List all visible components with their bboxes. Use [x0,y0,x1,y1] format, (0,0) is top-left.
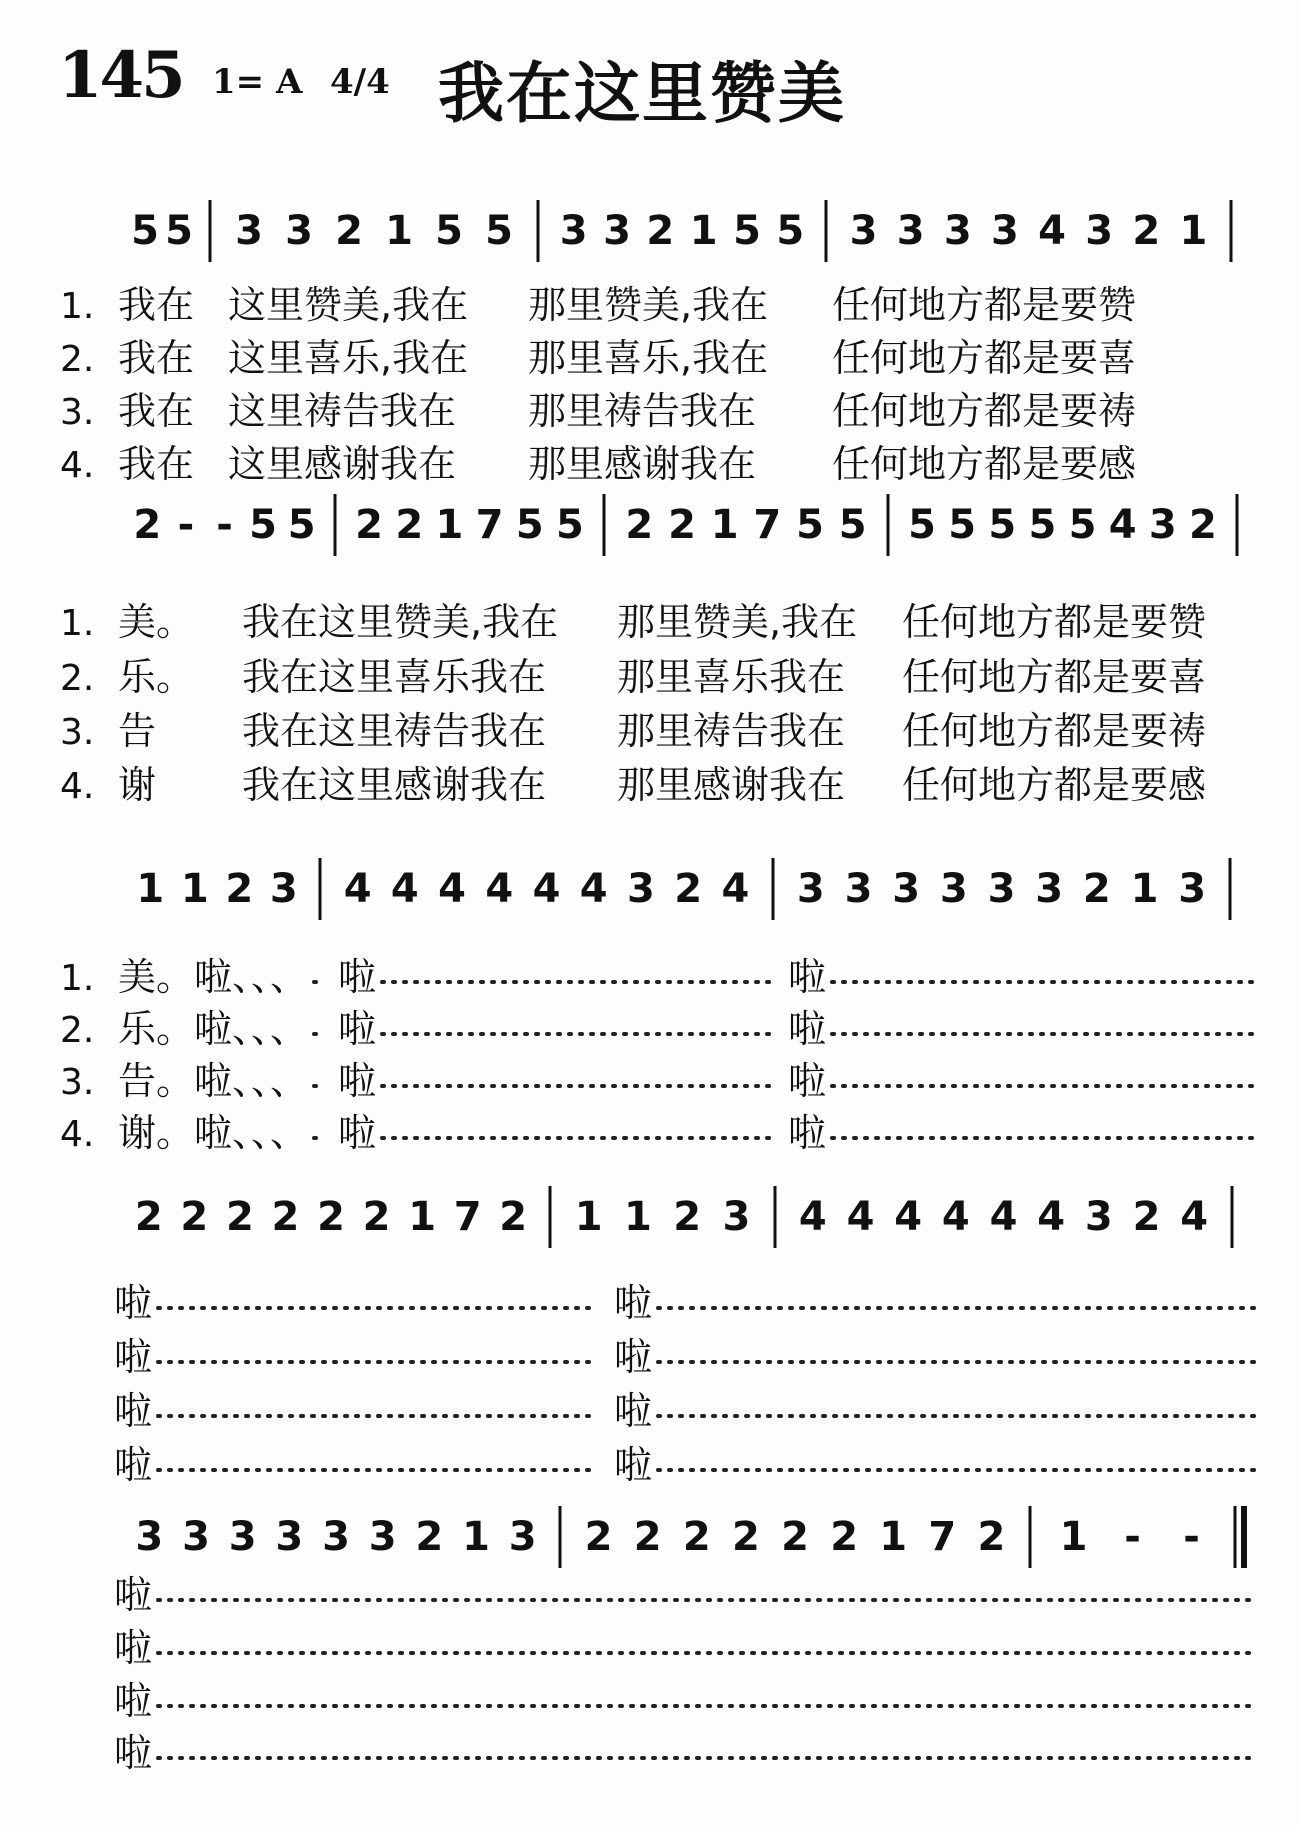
lyric-text: 啦 [114,1573,153,1617]
verse-number: 1. [60,286,95,327]
note: 5 [515,502,544,548]
note: 4 [1108,502,1137,548]
note: 2 [499,1194,528,1240]
note: 1 [1130,866,1159,912]
lyric-text: 谢 [118,763,157,807]
note: 4 [798,1194,827,1240]
note: 2 [633,1514,662,1560]
note: 2 [271,1194,300,1240]
lyric-text: 任何地方都是要祷 [832,389,1137,433]
note: 3 [987,866,1016,912]
note: 1 [136,866,165,912]
lyric-text: 啦 [338,955,377,999]
note: 5 [165,208,193,254]
note: 5 [948,502,977,548]
note: 4 [721,866,750,912]
note: 4 [390,866,419,912]
note: 1 [385,208,413,254]
note: 5 [1068,502,1097,548]
note: 5 [1028,502,1057,548]
note: - [177,502,195,548]
note: 3 [508,1514,537,1560]
lyric-text: 这里喜乐,我在 [228,336,469,380]
verse-number: 1. [60,603,95,644]
lyric-text: 啦 [788,1007,827,1051]
note: 5 [796,502,824,548]
note: 1 [689,208,718,254]
note: 3 [844,866,873,912]
note: - [216,502,233,548]
note: 4 [438,866,466,912]
verse-number: 3. [60,712,95,753]
note: 2 [362,1194,391,1240]
verse-number: 1. [60,958,95,999]
note: 3 [1148,502,1177,548]
lyric-text: 我在 [118,442,195,486]
lyric-text: 啦 [114,1443,153,1487]
lyric-text: 任何地方都是要赞 [832,283,1137,327]
verse-number: 4. [60,445,95,486]
note: 3 [796,866,825,912]
note: 1 [1179,208,1208,254]
note: 2 [225,1194,254,1240]
note: 3 [1035,866,1064,912]
note: 5 [988,502,1017,548]
note: 2 [682,1514,711,1560]
lyric-text: 美。啦、、、 [118,955,309,999]
lyric-text: 任何地方都是要感 [902,763,1207,807]
lyric-text: 啦 [338,1007,377,1051]
lyric-text: 啦 [114,1679,153,1723]
note: 2 [415,1514,444,1560]
lyric-text: 我在 [118,389,195,433]
verse-number: 3. [60,1062,95,1103]
lyric-text: 啦 [788,1059,827,1103]
lyric-text: 啦 [614,1443,653,1487]
note: 2 [1082,866,1111,912]
lyric-text: 啦 [338,1059,377,1103]
note: 4 [532,866,561,912]
note: 2 [673,1194,702,1240]
lyric-text: 任何地方都是要感 [832,442,1137,486]
lyric-text: 我在这里喜乐我在 [242,655,547,699]
note: 4 [846,1194,875,1240]
lyric-text: 那里祷告我在 [528,389,757,433]
note: 3 [269,866,298,912]
note: 3 [627,866,655,912]
note: 2 [1132,208,1161,254]
note: 3 [559,208,588,254]
lyric-text: 告。啦、、、 [118,1059,309,1103]
lyric-text: 那里赞美,我在 [617,600,858,644]
lyric-text: 我在 [118,336,195,380]
note: 2 [133,502,162,548]
note: 1 [574,1194,603,1240]
note: 3 [1178,866,1207,912]
note: 1 [462,1514,490,1560]
note: 7 [928,1514,957,1560]
lyric-text: 谢。啦、、、 [118,1111,309,1155]
lyric-text: 啦 [338,1111,377,1155]
verse-number: 4. [60,1114,95,1155]
note: 4 [894,1194,923,1240]
note: 4 [1180,1194,1209,1240]
note: 2 [180,1194,209,1240]
note: 3 [135,1514,164,1560]
note: 5 [733,208,761,254]
note: 1 [879,1514,908,1560]
note: 1 [1059,1514,1088,1560]
note: 2 [668,502,696,548]
lyric-text: 那里祷告我在 [617,709,846,753]
verse-number: 3. [60,392,95,433]
note: 1 [710,502,739,548]
note: 2 [674,866,703,912]
note: 2 [134,1194,163,1240]
note: 3 [603,208,631,254]
lyric-text: 啦 [788,1111,827,1155]
note: 4 [485,866,514,912]
note: 5 [776,208,805,254]
note: 3 [285,208,313,254]
note: 3 [182,1514,210,1560]
lyric-text: 任何地方都是要赞 [902,600,1207,644]
note: 5 [485,208,513,254]
note: 3 [1084,1194,1113,1240]
note: 3 [228,1514,257,1560]
note: 2 [731,1514,760,1560]
lyric-text: 任何地方都是要祷 [902,709,1207,753]
note: 5 [287,502,316,548]
lyric-text: 那里赞美,我在 [528,283,769,327]
verse-number: 2. [60,339,95,380]
note: 3 [1085,208,1114,254]
lyric-text: 啦 [114,1626,153,1670]
note: 4 [579,866,608,912]
note: 1 [180,866,209,912]
note: 5 [131,208,159,254]
note: 2 [1132,1194,1161,1240]
note: 5 [838,502,867,548]
note: 3 [368,1514,397,1560]
note: 2 [625,502,654,548]
key-signature: 1= A [212,62,303,102]
note: 4 [1037,1194,1066,1240]
lyric-text: 乐。啦、、、 [118,1007,309,1051]
lyric-text: 啦 [114,1731,153,1775]
lyric-text: 那里喜乐,我在 [528,336,769,380]
lyric-text: 任何地方都是要喜 [832,336,1137,380]
note: 7 [753,502,782,548]
note: 2 [225,866,254,912]
note: 3 [943,208,972,254]
note: 5 [908,502,936,548]
note: 2 [781,1514,809,1560]
lyric-text: 啦 [614,1281,653,1325]
time-signature: 4/4 [330,62,390,102]
song-title: 我在这里赞美 [438,55,846,132]
note: 3 [939,866,968,912]
lyric-text: 啦 [788,955,827,999]
lyric-text: 啦 [114,1281,153,1325]
note: 5 [555,502,584,548]
lyric-text: 啦 [114,1389,153,1433]
hymn-number: 145 [58,38,183,113]
note: 2 [830,1514,859,1560]
note: 1 [623,1194,652,1240]
lyric-text: 乐。 [118,655,195,699]
note: 3 [991,208,1019,254]
lyric-text: 这里祷告我在 [228,389,457,433]
note: - [1124,1514,1141,1560]
note: 4 [343,866,372,912]
note: 4 [1038,208,1066,254]
lyric-text: 啦 [614,1389,653,1433]
note: 7 [453,1194,482,1240]
note: 3 [322,1514,350,1560]
note: 3 [275,1514,304,1560]
note: 5 [249,502,278,548]
lyric-text: 告 [118,709,157,753]
note: 2 [646,208,675,254]
note: 2 [355,502,384,548]
note: 4 [989,1194,1018,1240]
lyric-text: 我在这里祷告我在 [242,709,547,753]
lyric-text: 这里感谢我在 [228,442,457,486]
note: 4 [941,1194,970,1240]
lyric-text: 任何地方都是要喜 [902,655,1207,699]
lyric-text: 啦 [614,1335,653,1379]
note: 2 [584,1514,613,1560]
note: 3 [892,866,921,912]
lyric-text: 那里喜乐我在 [617,655,846,699]
note: 2 [395,502,424,548]
note: 2 [977,1514,1006,1560]
note: 2 [335,208,363,254]
verse-number: 2. [60,1010,95,1051]
note: 2 [317,1194,345,1240]
lyric-text: 我在 [118,283,195,327]
note: 3 [849,208,878,254]
note: 3 [896,208,925,254]
note: 7 [475,502,504,548]
note: 5 [435,208,463,254]
verse-number: 4. [60,766,95,807]
note: 2 [1189,502,1217,548]
note: 1 [408,1194,437,1240]
note: 3 [722,1194,751,1240]
note: 1 [435,502,464,548]
lyric-text: 啦 [114,1335,153,1379]
verse-number: 2. [60,658,95,699]
note: - [1183,1514,1200,1560]
lyric-text: 我在这里赞美,我在 [242,600,559,644]
lyric-text: 这里赞美,我在 [228,283,469,327]
lyric-text: 那里感谢我在 [617,763,846,807]
lyric-text: 我在这里感谢我在 [242,763,547,807]
lyric-text: 那里感谢我在 [528,442,757,486]
lyric-text: 美。 [118,600,195,644]
note: 3 [235,208,263,254]
